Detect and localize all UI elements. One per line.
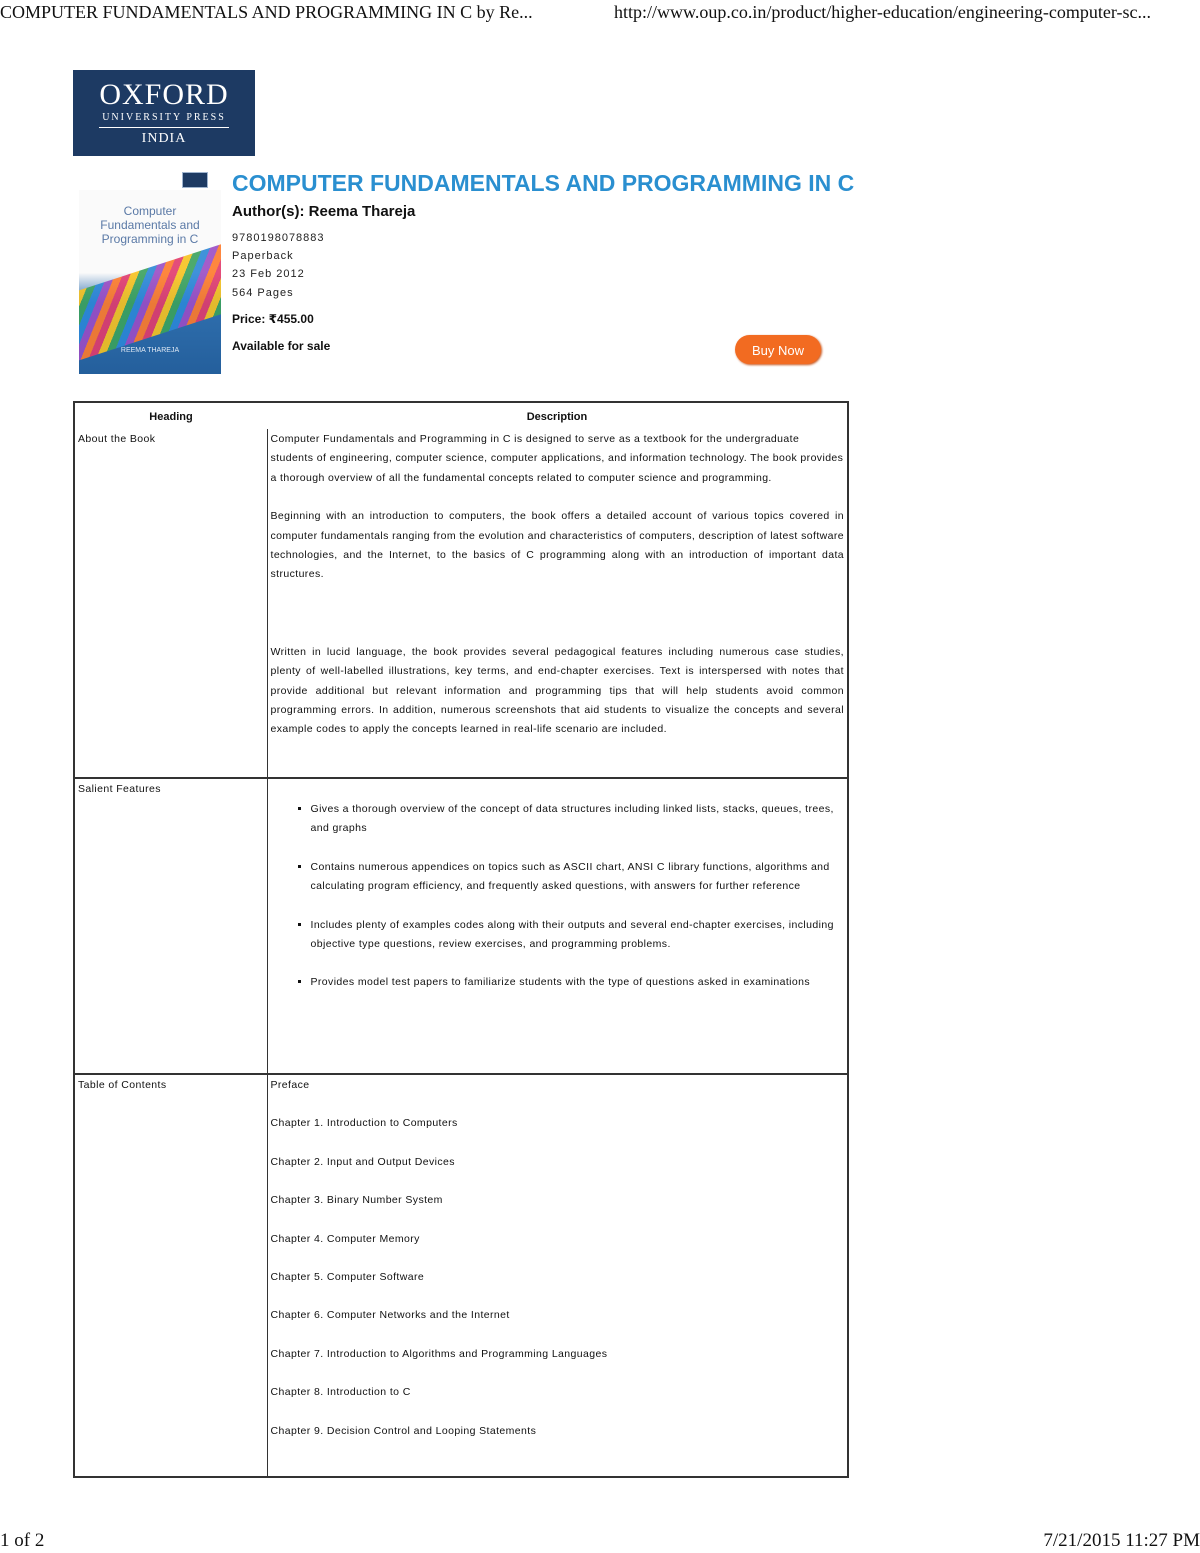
oxford-logo[interactable] <box>73 70 255 156</box>
toc-item: Chapter 7. Introduction to Algorithms and Programming Languages <box>270 1347 608 1360</box>
toc-item: Chapter 2. Input and Output Devices <box>270 1155 455 1168</box>
book-title: COMPUTER FUNDAMENTALS AND PROGRAMMING IN C <box>232 170 855 196</box>
cover-title-line: Computer <box>123 204 177 218</box>
buy-now-button[interactable]: Buy Now <box>735 335 821 364</box>
features-list <box>271 800 845 993</box>
table-row-features <box>74 778 848 1074</box>
features-description <box>267 778 848 1074</box>
description-column-header: Description <box>526 411 588 423</box>
toc-item: Chapter 5. Computer Software <box>270 1271 425 1284</box>
book-price: Price: ₹455.00 <box>232 312 314 326</box>
book-cover-image <box>79 190 221 374</box>
heading-column-header: Heading <box>149 411 193 423</box>
book-authors: Author(s): Reema Thareja <box>232 203 416 220</box>
book-details-table <box>73 401 849 1478</box>
book-availability: Available for sale <box>232 339 331 353</box>
cover-art <box>79 238 221 363</box>
logo-divider <box>99 127 229 128</box>
toc-description <box>267 1074 848 1477</box>
table-row-toc <box>74 1074 848 1477</box>
toc-item: Chapter 9. Decision Control and Looping Statements <box>270 1424 537 1437</box>
logo-oxford-text: OXFORD <box>99 78 229 111</box>
about-paragraph-1: Computer Fundamentals and Programming in C is designed to serve as a textbook for the undergraduate students of engineering, computer science, computer applications, and information technology. The book provides a thorough overview of all the fundamental concepts related to computer science and programming. <box>270 433 844 484</box>
cover-title-line: Programming in C <box>101 232 199 246</box>
book-format: Paperback <box>232 250 294 262</box>
toc-item: Chapter 1. Introduction to Computers <box>270 1117 458 1130</box>
about-paragraph-2: Beginning with an introduction to computers, the book offers a detailed account of various topics covered in computer fundamentals ranging from the evolution and characteristics of computers, description of latest software technologies, and the Internet, to the basics of C programming along with an introduction of important data structures. <box>270 510 844 581</box>
row-label-features: Salient Features <box>74 778 267 1074</box>
list-item: ▪ Gives a thorough overview of the concept of data structures including linked lists, stacks, queues, trees, and graphs <box>311 800 845 839</box>
about-description <box>267 429 848 778</box>
list-item: ▪ Includes plenty of examples codes along with their outputs and several end-chapter exercises, including objective type questions, review exercises, and programming problems. <box>311 916 845 955</box>
toc-item: Chapter 8. Introduction to C <box>270 1386 411 1399</box>
cover-title-line: Fundamentals and <box>100 218 200 232</box>
print-footer-datetime: 7/21/2015 11:27 PM <box>1043 1530 1200 1551</box>
table-header-row <box>74 402 848 429</box>
book-pages: 564 Pages <box>232 287 294 299</box>
print-footer-page: 1 of 2 <box>0 1530 45 1551</box>
list-item: ▪ Provides model test papers to familiarize students with the type of questions asked in examinations <box>311 973 845 992</box>
row-label-toc: Table of Contents <box>74 1074 267 1477</box>
publisher-badge-icon <box>182 172 208 188</box>
row-label-about: About the Book <box>74 429 267 778</box>
book-isbn: 9780198078883 <box>232 232 325 244</box>
toc-item: Preface <box>270 1079 310 1091</box>
logo-india-text: INDIA <box>141 131 187 146</box>
list-item: ▪ Contains numerous appendices on topics such as ASCII chart, ANSI C library functions, algorithms and calculating program efficiency, and frequently asked questions, with answers for further reference <box>311 858 845 897</box>
about-paragraph-3: Written in lucid language, the book provides several pedagogical features including numerous case studies, plenty of well-labelled illustrations, key terms, and end-chapter exercises. Text is interspersed with notes that provide additional but relevant information and programming tips that will help students avoid common programming errors. In addition, numerous screenshots that aid students to visualize the concepts and several example codes to apply the concepts learned in real-life scenario are included. <box>270 645 844 736</box>
toc-item: Chapter 3. Binary Number System <box>270 1194 443 1207</box>
cover-title <box>79 204 221 246</box>
toc-item: Chapter 4. Computer Memory <box>270 1232 420 1245</box>
print-header-title: COMPUTER FUNDAMENTALS AND PROGRAMMING IN C by Re... <box>0 2 533 22</box>
table-row-about <box>74 429 848 778</box>
logo-university-press-text: UNIVERSITY PRESS <box>102 112 226 123</box>
book-date: 23 Feb 2012 <box>232 268 305 280</box>
toc-item: Chapter 6. Computer Networks and the Internet <box>270 1309 510 1322</box>
print-header-url[interactable]: http://www.oup.co.in/product/higher-education/engineering-computer-sc... <box>614 2 1151 22</box>
cover-author: REEMA THAREJA <box>120 347 180 354</box>
